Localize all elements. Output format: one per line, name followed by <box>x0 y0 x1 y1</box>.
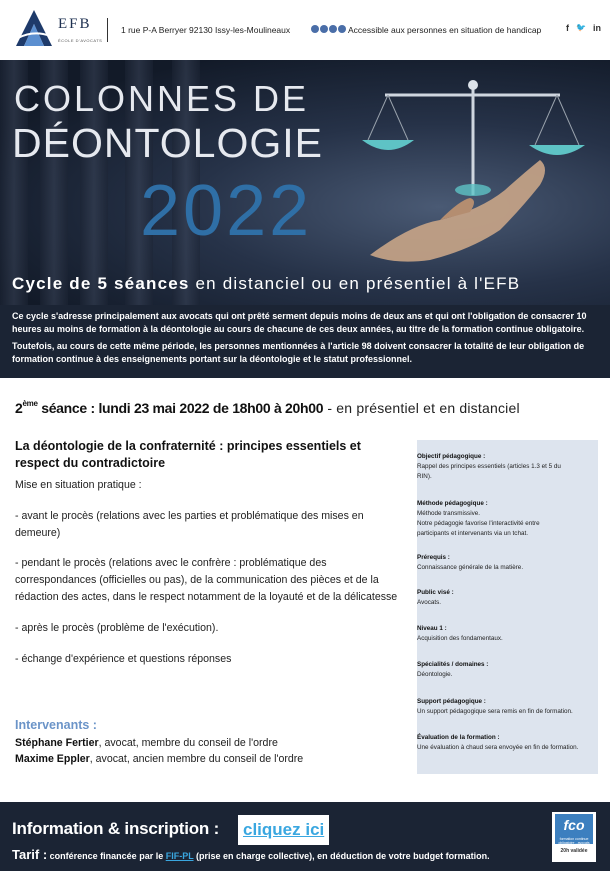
intro-line: Mise en situation pratique : <box>15 479 142 491</box>
speaker <box>15 753 303 765</box>
side-block-objectif <box>417 452 598 482</box>
speaker-name: Stéphane Fertier <box>15 737 99 749</box>
tarif-text-pre: conférence financée par le <box>47 851 166 861</box>
speaker-role: , avocat, membre du conseil de l'ordre <box>98 737 278 749</box>
mental-icon <box>338 25 346 33</box>
session-ordinal: ème <box>22 399 38 409</box>
intro-band <box>0 305 610 378</box>
efb-logo-mark-icon <box>14 8 54 48</box>
cycle-rest-text: en distanciel ou en présentiel à l'EFB <box>189 274 521 293</box>
header <box>0 0 610 60</box>
logo-text: EFB <box>58 16 92 32</box>
header-divider <box>107 18 108 42</box>
side-text: Acquisition des fondamentaux. <box>417 635 503 642</box>
side-block-specialites <box>417 660 598 680</box>
tarif-line <box>12 847 490 862</box>
side-heading: Support pédagogique : <box>417 698 486 705</box>
social-links <box>566 23 601 33</box>
side-heading: Objectif pédagogique : <box>417 453 486 460</box>
side-block-methode <box>417 499 598 539</box>
main-content <box>15 438 400 667</box>
footer-band <box>0 802 610 871</box>
session-mode: - en présentiel et en distanciel <box>323 400 520 416</box>
hero-banner <box>0 60 610 305</box>
fif-pl-link[interactable]: FIF-PL <box>165 851 194 861</box>
info-inscription-title: Information & inscription : <box>12 819 220 838</box>
side-heading: Spécialités / domaines : <box>417 661 489 668</box>
vision-icon <box>329 25 337 33</box>
side-text: Un support pédagogique sera remis en fin de formation. <box>417 708 573 715</box>
accessibility-text: Accessible aux personnes en situation de handicap <box>348 25 542 35</box>
intro-paragraph-1: Ce cycle s'adresse principalement aux avocats qui ont prêté serment depuis moins de deux ans et qui ont l'obligation de consacrer 10 heures au moins de formation à la déontologie au cours de chacune de ces deux années, au titre de la formation continue obligatoire. <box>12 311 587 334</box>
hero-title-line1: COLONNES DE <box>14 78 310 119</box>
speaker <box>15 737 278 749</box>
side-block-niveau <box>417 624 598 644</box>
fco-hours: 20h validée <box>560 848 588 854</box>
address: 1 rue P-A Berryer 92130 Issy-les-Moulineaux <box>121 25 291 35</box>
cycle-bold-text: Cycle de 5 séances <box>12 274 190 293</box>
tarif-text-post: (prise en charge collective), en déduction de votre budget formation. <box>193 851 490 861</box>
list-item: - avant le procès (relations avec les parties et problématique des mises en demeure) <box>15 509 364 539</box>
info-side-panel <box>417 440 598 774</box>
side-block-prerequis <box>417 553 598 573</box>
fco-subtext: formation continue obligatoire - avocats <box>558 837 590 845</box>
fco-logo: fco <box>555 814 593 844</box>
side-text: Une évaluation à chaud sera envoyée en fin de formation. <box>417 744 579 751</box>
topic-title: La déontologie de la confraternité : principes essentiels et respect du contradictoire <box>15 439 361 470</box>
hero-title-line2: DÉONTOLOGIE <box>12 120 323 166</box>
list-item: - pendant le procès (relations avec le confrère : problématique des correspondances (officielles ou pas), de la communication des pièces et de la rédaction des actes, dans le respect notamment de la loyauté et de la délicatesse <box>15 557 398 603</box>
wheelchair-icon <box>311 25 319 33</box>
efb-logo[interactable] <box>14 8 114 52</box>
fco-badge <box>552 812 596 862</box>
side-heading: Prérequis : <box>417 554 450 561</box>
side-block-evaluation <box>417 733 598 753</box>
session-heading <box>15 400 520 416</box>
logo-subtext: ÉCOLE D'AVOCATS <box>58 38 103 43</box>
side-text: Méthode transmissive. <box>417 510 480 517</box>
inscription-link[interactable]: cliquez ici <box>238 815 329 845</box>
intro-paragraph-2: Toutefois, au cours de cette même période, les personnes mentionnées à l'article 98 doivent consacrer la totalité de leur obligation de formation continue à des enseignements portant sur la déontologie et le statut professionnel. <box>12 341 585 364</box>
side-text: Avocats. <box>417 599 442 606</box>
side-text: Connaissance générale de la matière. <box>417 564 524 571</box>
hero-cycle-text <box>12 274 520 294</box>
tarif-label: Tarif : <box>12 847 48 862</box>
speaker-role: , avocat, ancien membre du conseil de l'ordre <box>89 753 304 765</box>
side-text: RIN). <box>417 473 432 480</box>
side-text: Rappel des principes essentiels (articles 1.3 et 5 du <box>417 463 561 470</box>
side-text: Déontologie. <box>417 671 453 678</box>
side-text: participants et intervenants via un tchat. <box>417 530 528 537</box>
facebook-icon[interactable]: f <box>566 23 569 33</box>
hearing-icon <box>320 25 328 33</box>
list-item: - échange d'expérience et questions réponses <box>15 652 232 665</box>
side-heading: Méthode pédagogique : <box>417 500 488 507</box>
accessibility-icons <box>311 25 346 33</box>
hero-year: 2022 <box>140 171 313 251</box>
side-heading: Évaluation de la formation : <box>417 734 500 741</box>
side-heading: Niveau 1 : <box>417 625 447 632</box>
speaker-name: Maxime Eppler <box>15 753 90 765</box>
side-heading: Public visé : <box>417 589 454 596</box>
twitter-icon[interactable]: 🐦 <box>576 23 586 32</box>
side-text: Notre pédagogie favorise l'interactivité entre <box>417 520 540 527</box>
session-title: séance : lundi 23 mai 2022 de 18h00 à 20h00 <box>37 400 324 416</box>
linkedin-icon[interactable]: in <box>592 23 601 33</box>
session-number: 2 <box>15 400 23 416</box>
side-block-support <box>417 697 598 717</box>
side-block-public <box>417 588 598 608</box>
list-item: - après le procès (problème de l'exécution). <box>15 621 219 634</box>
speakers-title: Intervenants : <box>15 718 97 732</box>
